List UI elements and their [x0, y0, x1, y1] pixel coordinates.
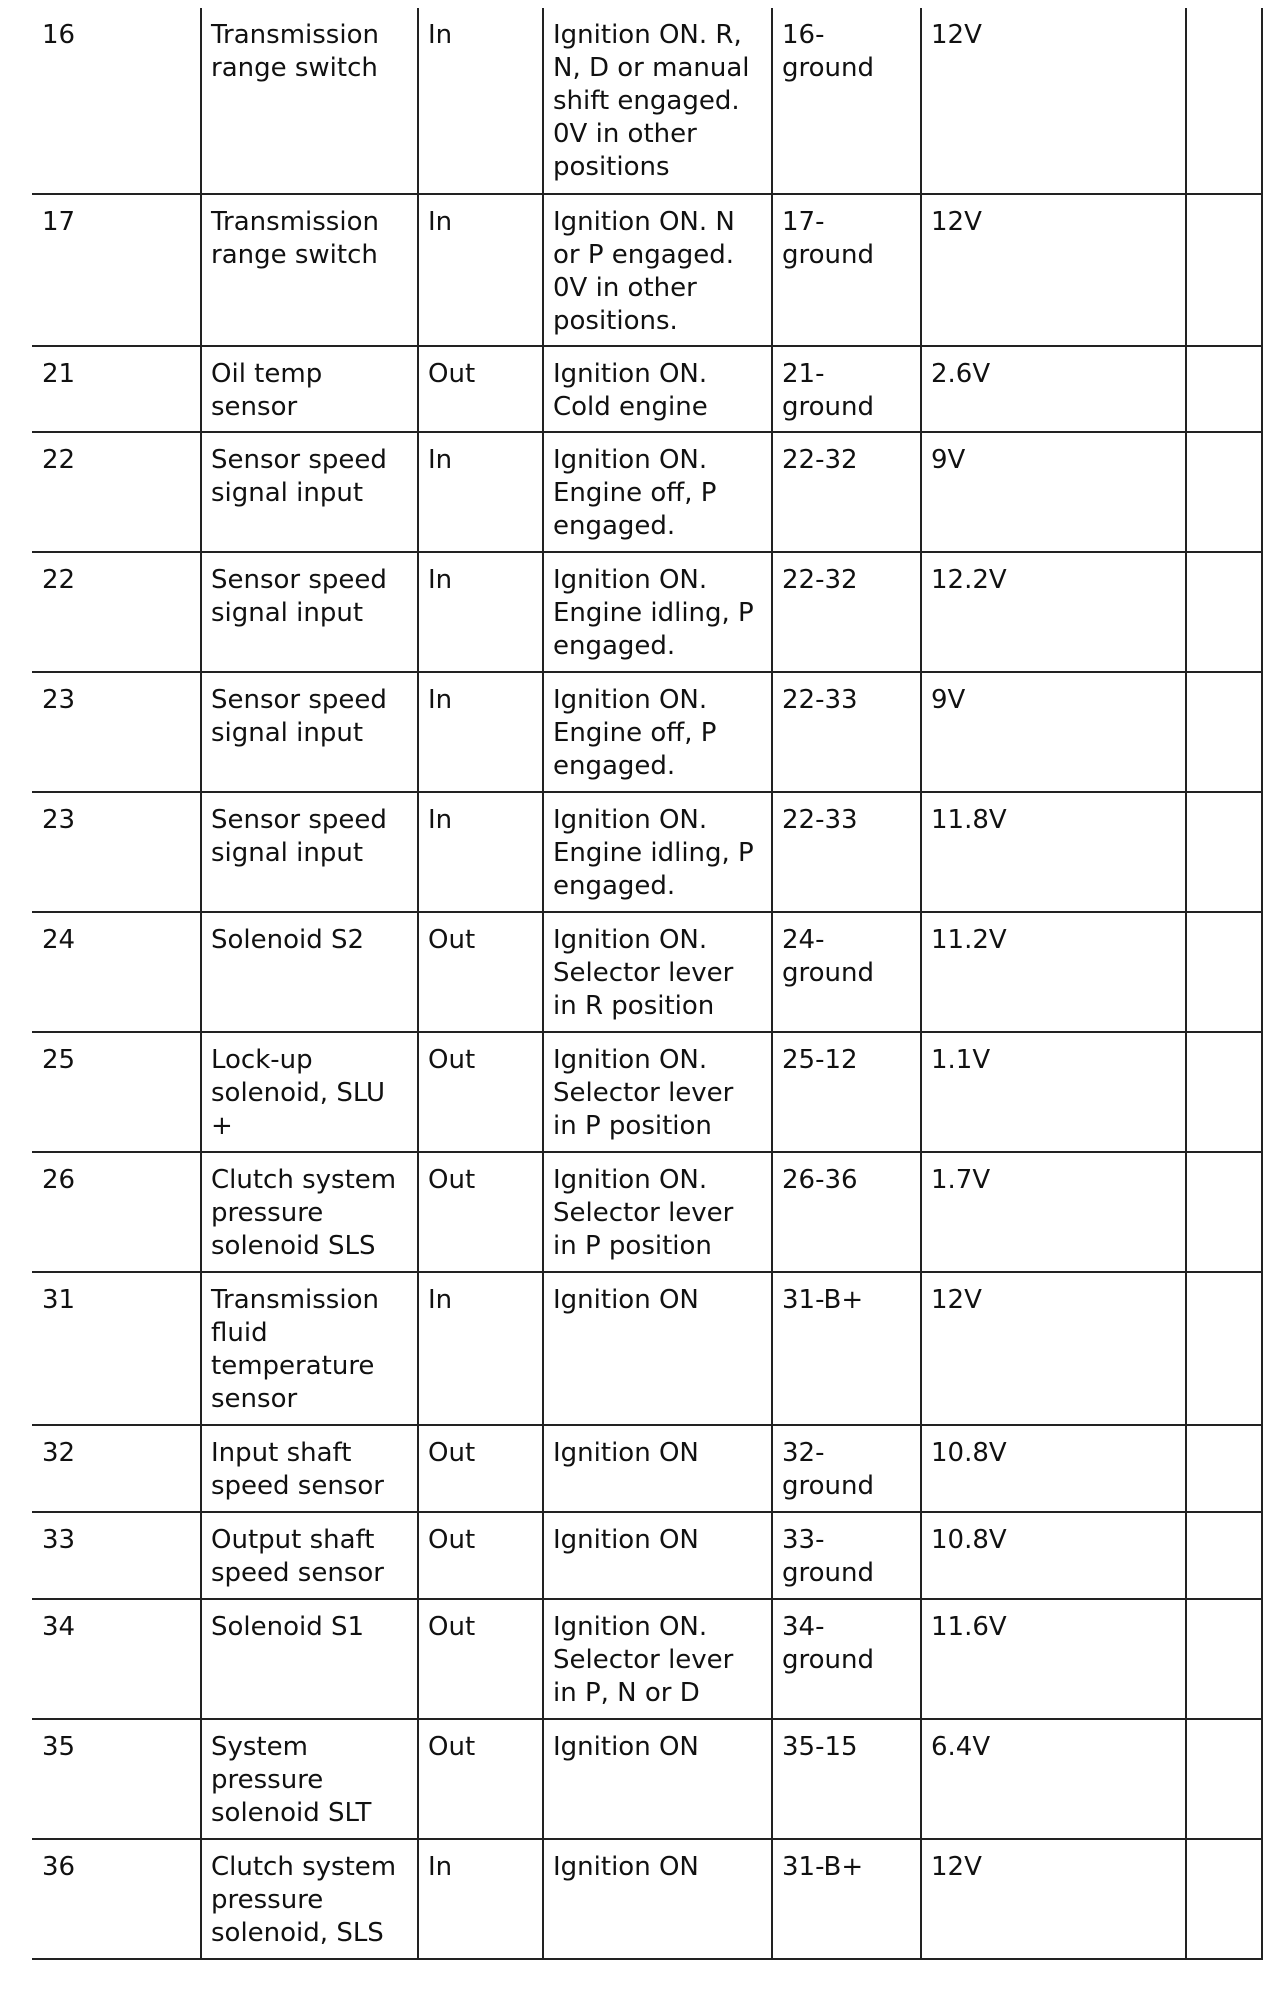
table-row [32, 1032, 1262, 1152]
pin-cell: 36 [32, 1839, 201, 1959]
value-cell: 10.8V [921, 1512, 1186, 1599]
terminals-cell: 33-ground [772, 1512, 921, 1599]
pin-cell: 16 [42, 20, 76, 50]
table-row [32, 1719, 1262, 1839]
value-cell: 11.2V [921, 912, 1186, 1032]
value-cell: 12V [921, 8, 1186, 194]
condition-cell: Ignition ON. Cold engine [543, 346, 772, 432]
table-row [32, 194, 1262, 346]
component-cell: Input shaft speed sensor [201, 1425, 418, 1512]
pin-cell: 23 [32, 672, 201, 792]
empty-cell [1186, 1599, 1262, 1719]
terminals-cell: 35-15 [772, 1719, 921, 1839]
terminals-cell: 22-33 [772, 792, 921, 912]
table-row [32, 8, 1262, 194]
empty-cell [1186, 1032, 1262, 1152]
condition-cell: Ignition ON. R, N, D or manual shift engaged. 0V in other positions [543, 8, 772, 194]
pin-cell: 17 [32, 194, 201, 346]
terminals-cell: 22-33 [772, 672, 921, 792]
pin-cell: 25 [32, 1032, 201, 1152]
value-cell: 1.1V [921, 1032, 1186, 1152]
table-row [32, 432, 1262, 552]
value-cell: 11.6V [921, 1599, 1186, 1719]
component-cell: Clutch system pressure solenoid, SLS [201, 1839, 418, 1959]
value-cell: 12.2V [921, 552, 1186, 672]
direction-cell: In [418, 792, 543, 912]
condition-cell: Ignition ON. Selector lever in P, N or D [543, 1599, 772, 1719]
empty-cell [1186, 432, 1262, 552]
condition-cell: Ignition ON. Engine off, P engaged. [543, 432, 772, 552]
direction-cell: Out [418, 1425, 543, 1512]
empty-cell [1186, 194, 1262, 346]
condition-cell: Ignition ON [543, 1719, 772, 1839]
component-cell: Solenoid S1 [201, 1599, 418, 1719]
component-cell: Transmission range switch [201, 8, 418, 194]
table-row [32, 1839, 1262, 1959]
table-row [32, 552, 1262, 672]
value-cell: 12V [921, 1272, 1186, 1425]
pin-cell: 35 [32, 1719, 201, 1839]
component-cell: System pressure solenoid SLT [201, 1719, 418, 1839]
terminals-cell: 25-12 [772, 1032, 921, 1152]
condition-cell: Ignition ON. Engine idling, P engaged. [543, 792, 772, 912]
table-row [32, 346, 1262, 432]
value-cell: 1.7V [921, 1152, 1186, 1272]
direction-cell: In [418, 1272, 543, 1425]
terminals-cell: 31-B+ [772, 1272, 921, 1425]
terminals-cell: 26-36 [772, 1152, 921, 1272]
empty-cell [1186, 1152, 1262, 1272]
pin-cell: 26 [32, 1152, 201, 1272]
direction-cell: Out [418, 346, 543, 432]
empty-cell [1186, 1425, 1262, 1512]
condition-cell: Ignition ON [543, 1512, 772, 1599]
component-cell: Transmission fluid temperature sensor [201, 1272, 418, 1425]
component-cell: Solenoid S2 [201, 912, 418, 1032]
direction-cell: Out [418, 1152, 543, 1272]
value-cell: 11.8V [921, 792, 1186, 912]
value-cell: 2.6V [921, 346, 1186, 432]
terminals-cell: 22-32 [772, 432, 921, 552]
direction-cell: Out [418, 912, 543, 1032]
condition-cell: Ignition ON. Selector lever in P position [543, 1032, 772, 1152]
empty-cell [1186, 552, 1262, 672]
component-cell: Sensor speed signal input [201, 792, 418, 912]
condition-cell: Ignition ON. Selector lever in P position [543, 1152, 772, 1272]
pin-cell: 31 [32, 1272, 201, 1425]
terminals-cell: 24-ground [772, 912, 921, 1032]
pin-cell: 33 [32, 1512, 201, 1599]
pin-cell: 34 [32, 1599, 201, 1719]
terminals-cell: 16-ground [772, 8, 921, 194]
value-cell: 9V [921, 672, 1186, 792]
direction-cell: In [418, 432, 543, 552]
direction-cell: In [418, 8, 543, 194]
condition-cell: Ignition ON [543, 1425, 772, 1512]
table-row [32, 792, 1262, 912]
terminals-cell: 22-32 [772, 552, 921, 672]
empty-cell [1186, 912, 1262, 1032]
direction-cell: In [418, 672, 543, 792]
condition-cell: Ignition ON [543, 1272, 772, 1425]
empty-cell [1186, 1839, 1262, 1959]
table-row [32, 1599, 1262, 1719]
direction-cell: In [418, 552, 543, 672]
component-cell: Clutch system pressure solenoid SLS [201, 1152, 418, 1272]
component-cell: Oil temp sensor [201, 346, 418, 432]
value-cell: 12V [921, 1839, 1186, 1959]
empty-cell [1186, 1719, 1262, 1839]
direction-cell: In [418, 194, 543, 346]
pin-voltage-table [32, 8, 1263, 1960]
component-cell: Transmission range switch [201, 194, 418, 346]
empty-cell [1186, 792, 1262, 912]
condition-cell: Ignition ON. Selector lever in R position [543, 912, 772, 1032]
pin-cell: 32 [32, 1425, 201, 1512]
terminals-cell: 32-ground [772, 1425, 921, 1512]
value-cell: 12V [921, 194, 1186, 346]
pin-cell: 22 [32, 552, 201, 672]
direction-cell: Out [418, 1599, 543, 1719]
component-cell: Sensor speed signal input [201, 552, 418, 672]
value-cell: 9V [921, 432, 1186, 552]
empty-cell [1186, 672, 1262, 792]
table-row [32, 672, 1262, 792]
direction-cell: Out [418, 1512, 543, 1599]
direction-cell: Out [418, 1719, 543, 1839]
direction-cell: Out [418, 1032, 543, 1152]
pin-cell: 23 [32, 792, 201, 912]
direction-cell: In [418, 1839, 543, 1959]
pin-cell: 22 [32, 432, 201, 552]
table-row [32, 1152, 1262, 1272]
component-cell: Sensor speed signal input [201, 432, 418, 552]
table-row [32, 1512, 1262, 1599]
empty-cell [1186, 346, 1262, 432]
condition-cell: Ignition ON. Engine idling, P engaged. [543, 552, 772, 672]
terminals-cell: 21-ground [772, 346, 921, 432]
empty-cell [1186, 1512, 1262, 1599]
terminals-cell: 17-ground [772, 194, 921, 346]
terminals-cell: 34-ground [772, 1599, 921, 1719]
value-cell: 10.8V [921, 1425, 1186, 1512]
component-cell: Output shaft speed sensor [201, 1512, 418, 1599]
table-row [32, 912, 1262, 1032]
component-cell: Lock-up solenoid, SLU + [201, 1032, 418, 1152]
pin-cell: 21 [32, 346, 201, 432]
condition-cell: Ignition ON. Engine off, P engaged. [543, 672, 772, 792]
table-row [32, 1272, 1262, 1425]
component-cell: Sensor speed signal input [201, 672, 418, 792]
terminals-cell: 31-B+ [772, 1839, 921, 1959]
condition-cell: Ignition ON [543, 1839, 772, 1959]
pin-cell: 24 [32, 912, 201, 1032]
table-row [32, 1425, 1262, 1512]
empty-cell [1186, 8, 1262, 194]
condition-cell: Ignition ON. N or P engaged. 0V in other positions. [543, 194, 772, 346]
value-cell: 6.4V [921, 1719, 1186, 1839]
empty-cell [1186, 1272, 1262, 1425]
